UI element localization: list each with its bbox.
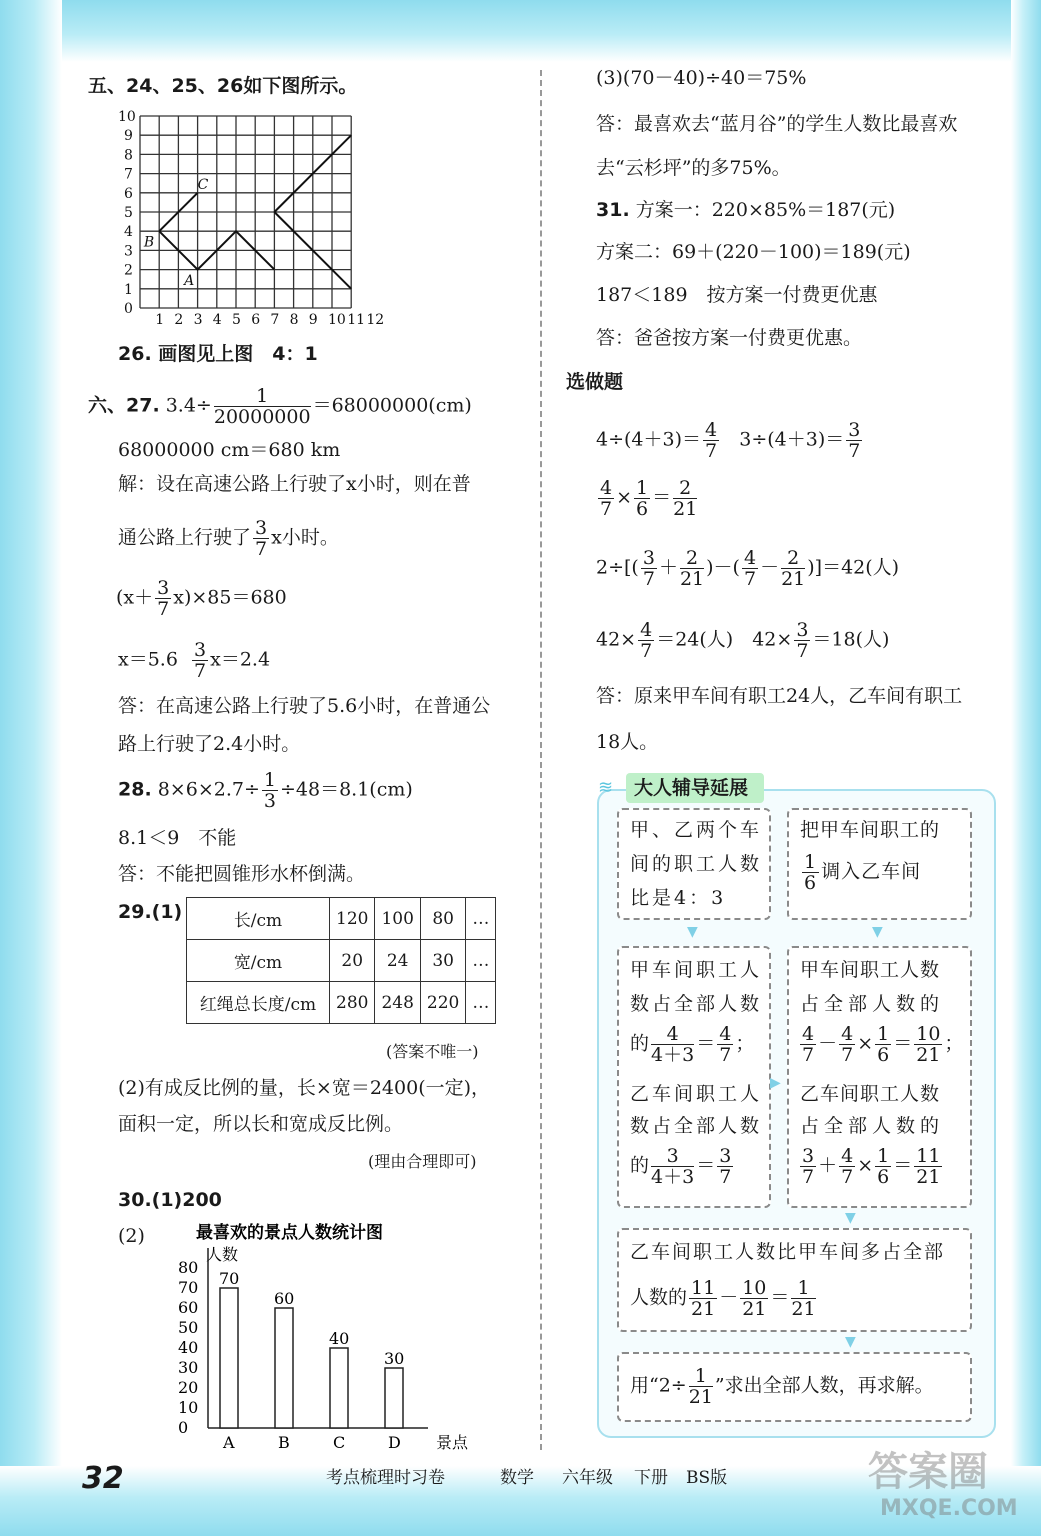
step3-line1: 甲车间职工人 — [630, 959, 763, 981]
step5-line2: 人数的 $\frac{11}{21}$ － $\frac{10}{21}$ ＝ $\frac{1}{21}$ — [630, 1277, 816, 1320]
footer-subject: 数学 — [500, 1468, 534, 1488]
q29-part2-line2: 面积一定，所以长和宽成反比例。 — [118, 1113, 404, 1135]
page-number: 32 — [82, 1461, 124, 1496]
step3-line3: 的 $\frac{4}{4+3}$ ＝ $\frac{4}{7}$ ； — [630, 1023, 755, 1066]
step5-line1: 乙车间职工人数比甲车间多占全部 — [630, 1241, 946, 1263]
q28-line1: 28. 8×6×2.7÷ $\frac{1}{3}$ ÷48＝8.1(cm) — [118, 769, 413, 812]
footer-volume: 下册 — [634, 1468, 668, 1488]
optional-answer-2: 18人。 — [596, 731, 659, 753]
bar-chart — [170, 1222, 470, 1452]
grid-x-tick: 12 — [366, 312, 385, 328]
grid-x-tick: 8 — [289, 312, 299, 328]
fraction: $\frac{4}{7}$ — [705, 419, 718, 462]
step3-line2: 数占全部人数 — [630, 993, 763, 1015]
x-axis-label: 景点 — [436, 1433, 469, 1452]
q28-answer: 答：不能把圆锥形水杯倒满。 — [118, 863, 366, 885]
arrow-right-icon: ▶ — [770, 1075, 781, 1091]
column-divider — [540, 70, 542, 1450]
watermark-url: MXQE.COM — [880, 1496, 1018, 1521]
optional-heading: 选做题 — [566, 371, 624, 393]
step2-line1: 把甲车间职工的 — [800, 819, 941, 841]
q29-label: 29.(1) — [118, 901, 183, 923]
optional-line2: $\frac{4}{7}$ × $\frac{1}{6}$ ＝ $\frac{2}{21}$ — [600, 477, 698, 520]
q27-solution: x＝5.6 $\frac{3}{7}$ x＝2.4 — [118, 639, 271, 682]
y-axis-label: 人数 — [206, 1245, 239, 1264]
y-tick-label: 80 — [178, 1258, 199, 1277]
grid-x-tick: 7 — [270, 312, 280, 328]
table-row: 宽/cm 20 24 30 … — [187, 940, 496, 982]
bar — [220, 1288, 238, 1428]
q28-line2: 8.1＜9 不能 — [118, 827, 237, 849]
bar-value-label: 60 — [274, 1289, 295, 1308]
q27-number: 六、27. — [88, 394, 160, 417]
step3-line4: 乙车间职工人 — [630, 1083, 763, 1105]
q29-table — [186, 897, 496, 1024]
grid-y-tick: 7 — [124, 166, 133, 183]
table-row: 红绳总长度/cm 280 248 220 … — [187, 982, 496, 1024]
step6-line: 用“2÷ $\frac{1}{21}$ ”求出全部人数，再求解。 — [630, 1365, 934, 1408]
step2-line2: $\frac{1}{6}$ 调入乙车间 — [804, 851, 922, 894]
y-tick-label: 0 — [178, 1418, 189, 1437]
q31-line1: 31. 方案一：220×85%＝187(元) — [596, 199, 896, 221]
fraction: $\frac{1}{3}$ — [263, 769, 276, 812]
q27-line1 — [88, 386, 472, 427]
q26-answer: 26. 画图见上图 4：1 — [118, 343, 318, 365]
section-5-heading: 五、24、25、26如下图所示。 — [88, 75, 358, 97]
wave-icon: ≋ — [598, 777, 614, 798]
fraction: $\frac{3}{7}$ — [157, 577, 170, 620]
q30-part3: (3)(70－40)÷40＝75% — [596, 67, 807, 89]
y-tick-label: 70 — [178, 1278, 199, 1297]
step4-line1: 甲车间职工人数 — [800, 959, 941, 981]
grid-x-tick: 4 — [212, 312, 222, 328]
fraction: $\frac{3}{7}$ — [194, 639, 207, 682]
q29-note: (答案不唯一) — [386, 1042, 479, 1061]
grid-x-tick: 6 — [251, 312, 261, 328]
step4-line6: $\frac{3}{7}$ ＋ $\frac{4}{7}$ × $\frac{1}{6}$ ＝ $\frac{11}{21}$ — [802, 1145, 941, 1188]
q29-note2: (理由合理即可) — [368, 1152, 477, 1171]
step1-line1: 甲、乙两个车 — [630, 819, 763, 841]
q27-equation: (x＋ $\frac{3}{7}$ x)×85＝680 — [116, 577, 287, 620]
point-label: A — [184, 272, 195, 289]
tutoring-heading-box — [626, 773, 764, 803]
step3-line5: 数占全部人数 — [630, 1115, 763, 1137]
grid-y-tick: 9 — [124, 128, 133, 145]
page-border-left — [0, 0, 62, 1536]
q27-line3: 解：设在高速公路上行驶了x小时，则在普 — [118, 473, 471, 495]
bar-value-label: 70 — [219, 1269, 240, 1288]
fraction: $\frac{1}{20000000}$ — [213, 385, 311, 428]
grid-y-tick: 5 — [124, 205, 133, 221]
step4-line3: $\frac{4}{7}$ － $\frac{4}{7}$ × $\frac{1}{6}$ ＝ $\frac{10}{21}$ ； — [802, 1023, 964, 1066]
q31-line2: 方案二：69＋(220－100)＝189(元) — [596, 241, 911, 263]
q27-expr-a: 3.4÷ — [165, 394, 212, 417]
q27-line4: 通公路上行驶了 $\frac{3}{7}$ x小时。 — [118, 517, 339, 560]
step3-line6: 的 $\frac{3}{4+3}$ ＝ $\frac{3}{7}$ — [630, 1145, 732, 1188]
grid-x-tick: 10 — [328, 312, 346, 328]
optional-line1: 4÷(4＋3)＝ $\frac{4}{7}$ 3÷(4＋3)＝ $\frac{3}{7}$ — [596, 419, 861, 462]
q29-part2-line1: (2)有成反比例的量，长×宽＝2400(一定)， — [118, 1077, 491, 1099]
optional-line4: 42× $\frac{4}{7}$ ＝24(人) 42× $\frac{3}{7}$ ＝18(人) — [596, 619, 890, 662]
bar-value-label: 40 — [329, 1329, 350, 1348]
arrow-down-icon: ▼ — [872, 924, 883, 940]
y-tick-label: 30 — [178, 1358, 199, 1377]
step4-line4: 乙车间职工人数 — [800, 1083, 941, 1105]
q31-answer: 答：爸爸按方案一付费更优惠。 — [596, 327, 863, 349]
grid-x-tick: 2 — [174, 312, 184, 328]
x-tick-label: B — [278, 1433, 290, 1452]
step1-line3: 比是4：3 — [630, 887, 727, 909]
grid-y-tick: 10 — [118, 109, 136, 125]
chart-title: 最喜欢的景点人数统计图 — [196, 1223, 383, 1243]
bar — [330, 1348, 348, 1428]
grid-x-tick: 5 — [232, 312, 241, 328]
point-label: C — [197, 176, 209, 193]
y-tick-label: 20 — [178, 1378, 199, 1397]
y-tick-label: 10 — [178, 1398, 199, 1417]
q27-answer-1: 答：在高速公路上行驶了5.6小时，在普通公 — [118, 695, 491, 717]
bar — [275, 1308, 293, 1428]
tutoring-heading: 大人辅导延展 — [634, 777, 749, 799]
fraction: $\frac{3}{7}$ — [255, 517, 268, 560]
q30-answer-2: 去“云杉坪”的多75%。 — [596, 157, 791, 179]
grid-y-tick: 8 — [124, 147, 133, 164]
q27-line2: 68000000 cm＝680 km — [118, 439, 341, 461]
grid-x-tick: 1 — [155, 312, 165, 328]
q30-line1: 30.(1)200 — [118, 1189, 222, 1211]
q30-answer-1: 答：最喜欢去“蓝月谷”的学生人数比最喜欢 — [596, 113, 958, 135]
arrow-down-icon: ▼ — [845, 1334, 856, 1350]
grid-x-tick: 9 — [308, 312, 318, 328]
y-tick-label: 40 — [178, 1338, 199, 1357]
optional-answer-1: 答：原来甲车间有职工24人，乙车间有职工 — [596, 685, 963, 707]
page-border-right — [1011, 0, 1041, 1536]
step1-line2: 间的职工人数 — [630, 853, 763, 875]
x-tick-label: D — [388, 1433, 401, 1452]
table-row: 长/cm 120 100 80 … — [187, 898, 496, 940]
q27-answer-2: 路上行驶了2.4小时。 — [118, 733, 301, 755]
coordinate-grid — [110, 108, 390, 328]
x-tick-label: A — [223, 1433, 235, 1452]
page-border-top — [0, 0, 1041, 62]
q31-line3: 187＜189 按方案一付费更优惠 — [596, 284, 878, 306]
grid-y-tick: 1 — [124, 281, 133, 298]
y-tick-label: 50 — [178, 1318, 199, 1337]
grid-x-tick: 3 — [193, 312, 203, 328]
bar — [385, 1368, 403, 1428]
grid-y-tick: 2 — [124, 262, 133, 279]
grid-x-tick: 11 — [347, 312, 366, 328]
step4-line5: 占全部人数的 — [800, 1115, 945, 1137]
footer-grade: 六年级 — [562, 1468, 613, 1488]
grid-y-tick: 0 — [124, 301, 133, 317]
watermark-logo: 答案圈 — [868, 1449, 988, 1495]
optional-line3: 2÷[( $\frac{3}{7}$ ＋ $\frac{2}{21}$ )－( $\frac{4}{7}$ － $\frac{2}{21}$ )]＝42(人) — [596, 547, 900, 590]
arrow-down-icon: ▼ — [845, 1210, 856, 1226]
grid-y-tick: 4 — [124, 224, 133, 241]
y-tick-label: 60 — [178, 1298, 199, 1317]
x-tick-label: C — [333, 1433, 346, 1452]
grid-y-tick: 6 — [124, 185, 133, 202]
footer-edition: BS版 — [686, 1468, 728, 1488]
footer-series: 考点梳理时习卷 — [326, 1468, 445, 1488]
q30-line2: (2) — [118, 1225, 145, 1247]
grid-y-tick: 3 — [124, 243, 133, 260]
arrow-down-icon: ▼ — [687, 924, 698, 940]
fraction: $\frac{3}{7}$ — [848, 419, 861, 462]
bar-value-label: 30 — [384, 1349, 405, 1368]
step4-line2: 占全部人数的 — [800, 993, 945, 1015]
q27-expr-b: ＝68000000(cm) — [312, 394, 472, 417]
point-label: B — [143, 234, 155, 251]
